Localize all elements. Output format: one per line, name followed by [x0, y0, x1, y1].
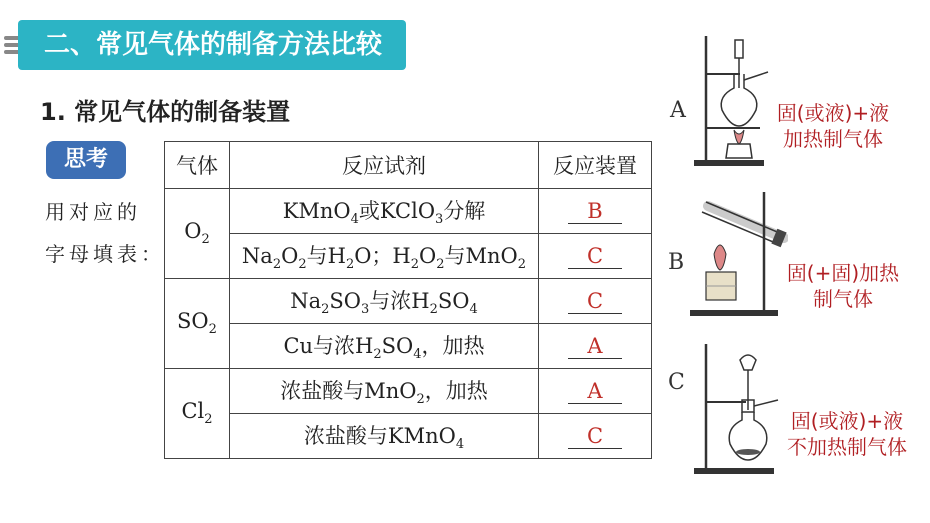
apparatus-a-caption	[768, 100, 898, 152]
table-header-row	[165, 142, 652, 189]
apparatus-c-letter: C	[668, 370, 685, 395]
banner-title: 二、常见气体的制备方法比较	[44, 30, 383, 60]
apparatus-answer-cell	[539, 279, 652, 324]
apparatus-c-flask-with-funnel-icon	[690, 340, 780, 478]
section-banner	[18, 20, 406, 70]
gas-cell: $SO_2$	[165, 279, 230, 369]
apparatus-b-letter: B	[668, 250, 685, 275]
answer-letter: C	[568, 244, 622, 269]
answer-letter: C	[568, 289, 622, 314]
apparatus-a-letter: A	[670, 98, 686, 123]
apparatus-answer-cell	[539, 369, 652, 414]
reagent-cell: $Na_2O_2$与$H_2O$；$H_2O_2$与MnO$_2$	[230, 234, 539, 279]
apparatus-answer-cell	[539, 414, 652, 459]
answer-letter: C	[568, 424, 622, 449]
apparatus-b-caption	[778, 260, 908, 312]
apparatus-answer-cell	[539, 189, 652, 234]
reagent-cell: 浓盐酸与KMnO$_4$	[230, 414, 539, 459]
header-gas: 气体	[165, 142, 230, 189]
apparatus-c-caption-line-1: 固(或液)+液	[790, 409, 904, 433]
apparatus-a-heated-flask-icon	[690, 30, 770, 170]
apparatus-a-caption-line-2: 加热制气体	[783, 127, 883, 151]
apparatus-b-caption-line-1: 固(+固)加热	[786, 261, 900, 285]
think-badge: 思考	[46, 141, 126, 179]
hint-line-2: 字母填表：	[45, 242, 165, 266]
answer-letter: A	[568, 334, 622, 359]
page-heading: 1. 常见气体的制备装置	[40, 98, 291, 126]
table-row	[165, 324, 652, 369]
hint-line-1: 用对应的	[45, 200, 141, 224]
reagent-cell: 浓盐酸与MnO$_2$，加热	[230, 369, 539, 414]
reagent-cell: Cu与浓$H_2SO_4$，加热	[230, 324, 539, 369]
apparatus-a-caption-line-1: 固(或液)+液	[776, 101, 890, 125]
reagent-cell: KMnO$_4$或KClO$_3$分解	[230, 189, 539, 234]
gas-cell: $Cl_2$	[165, 369, 230, 459]
apparatus-answer-cell	[539, 324, 652, 369]
apparatus-answer-cell	[539, 234, 652, 279]
gas-cell: $O_2$	[165, 189, 230, 279]
reagent-cell: $Na_2SO_3$与浓$H_2SO_4$	[230, 279, 539, 324]
answer-letter: A	[568, 379, 622, 404]
table-row	[165, 189, 652, 234]
table-row	[165, 414, 652, 459]
apparatus-b-heated-test-tube-icon	[688, 188, 788, 320]
apparatus-c-caption	[772, 408, 922, 460]
gas-preparation-table	[164, 141, 652, 459]
apparatus-b-caption-line-2: 制气体	[813, 287, 873, 311]
answer-letter: B	[568, 199, 622, 224]
table-row	[165, 234, 652, 279]
apparatus-c-caption-line-2: 不加热制气体	[787, 435, 907, 459]
table-row	[165, 279, 652, 324]
header-apparatus: 反应装置	[539, 142, 652, 189]
header-reagent: 反应试剂	[230, 142, 539, 189]
table-row	[165, 369, 652, 414]
